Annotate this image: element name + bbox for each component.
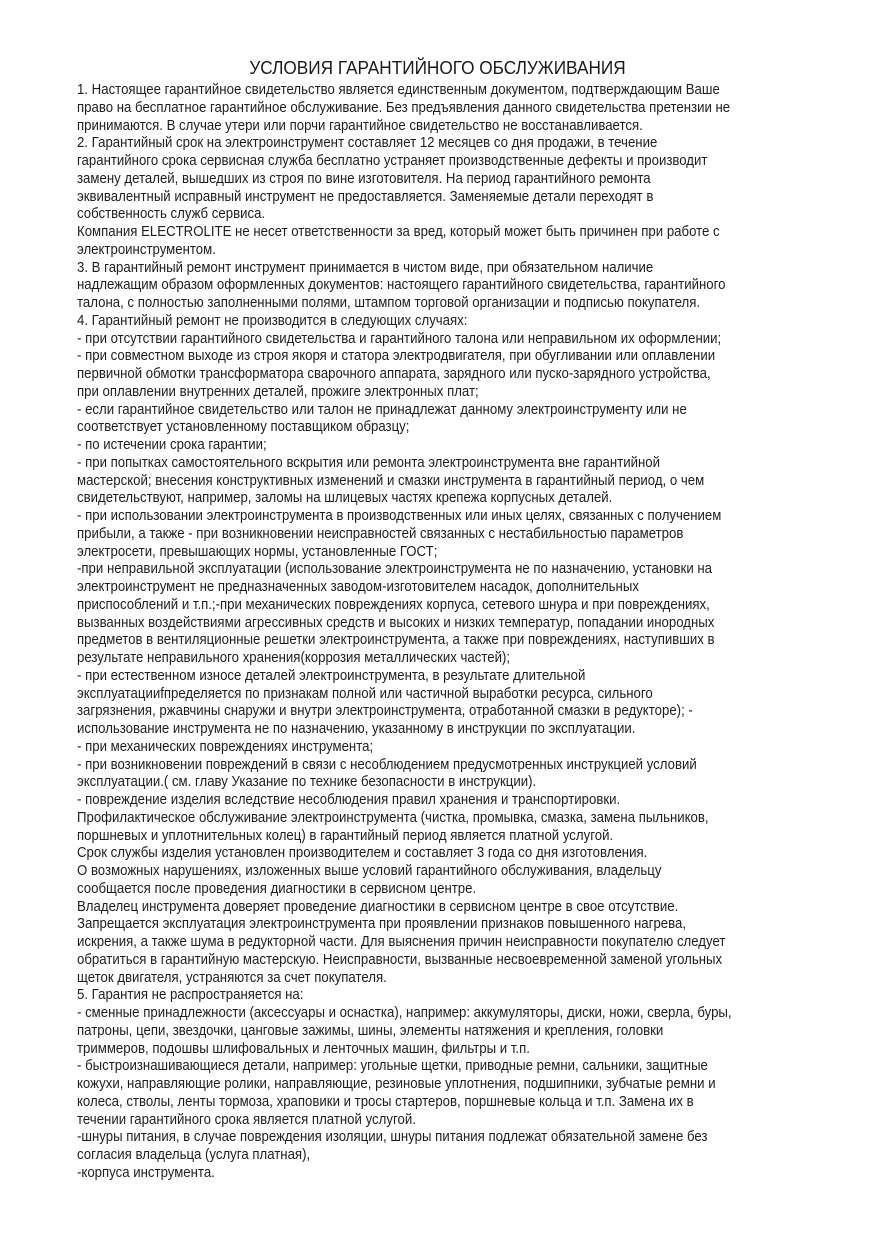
text-line: мастерской; внесения конструктивных изменений и смазки инструмента в гарантийный период, о чем bbox=[77, 472, 705, 489]
text-line: патроны, цепи, звездочки, цанговые зажимы, шины, элементы натяжения и крепления, головки bbox=[77, 1022, 664, 1039]
text-line: эквивалентный исправный инструмент не предоставляется. Заменяемые детали переходят в bbox=[77, 188, 654, 205]
text-line: - быстроизнашивающиеся детали, например: угольные щетки, приводные ремни, сальники, защитные bbox=[77, 1058, 708, 1075]
text-line: гарантийного срока сервисная служба бесплатно устраняет производственные дефекты и производит bbox=[77, 153, 708, 169]
text-line: право на бесплатное гарантийное обслуживание. Без предъявления данного свидетельства претензии не bbox=[77, 99, 731, 116]
text-line: Срок службы изделия установлен производителем и составляет 3 года со дня изготовления. bbox=[77, 845, 648, 862]
text-line: согласия владельца (услуга платная), bbox=[77, 1147, 311, 1163]
text-line: сообщается после проведения диагностики в сервисном центре. bbox=[77, 880, 477, 897]
text-line: принимаются. В случае утери или порчи гарантийное свидетельство не восстанавливается. bbox=[77, 117, 643, 134]
text-line: первичной обмотки трансформатора сварочного аппарата, зарядного или пуско-зарядного устройства, bbox=[77, 366, 711, 382]
text-line: - повреждение изделия вследствие несоблюдения правил хранения и транспортировки. bbox=[77, 792, 621, 808]
text-line: Запрещается эксплуатация электроинструмента при проявлении признаков повышенного нагрева, bbox=[77, 916, 687, 933]
text-line: 2. Гарантийный срок на электроинструмент составляет 12 месяцев со дня продажи, в течение bbox=[77, 135, 658, 152]
document-body bbox=[77, 82, 837, 1183]
text-line: триммеров, подошвы шлифовальных и ленточных машин, фильтры и т.п. bbox=[77, 1040, 530, 1057]
text-line: талона, с полностью заполненными полями, штампом торговой организации и подписью покупателя. bbox=[77, 295, 701, 311]
text-line: кожухи, направляющие ролики, направляющие, резиновые уплотнения, подшипники, зубчатые ремни и bbox=[77, 1076, 716, 1092]
text-line: свидетельствуют, например, заломы на шлицевых частях крепежа корпусных деталей. bbox=[77, 490, 613, 507]
text-line: О возможных нарушениях, изложенных выше условий гарантийного обслуживания, владельцу bbox=[77, 863, 662, 879]
text-line: соответствует установленному поставщиком образцу; bbox=[77, 419, 410, 436]
text-line: обратиться в гарантийную мастерскую. Неисправности, вызванные несвоевременной заменой угольных bbox=[77, 951, 723, 968]
text-line: Владелец инструмента доверяет проведение диагностики в сервисном центре в свое отсутствие. bbox=[77, 898, 679, 915]
text-line: эксплуатацииfпределяется по признакам полной или частичной выработки ресурса, сильного bbox=[77, 685, 653, 702]
text-line: -корпуса инструмента. bbox=[77, 1164, 215, 1181]
text-line: - при механических повреждениях инструмента; bbox=[77, 738, 374, 755]
text-line: прибыли, а также - при возникновении неисправностей связанных с нестабильностью параметров bbox=[77, 525, 684, 542]
text-line: 5. Гарантия не распространяется на: bbox=[77, 987, 304, 1004]
text-line: загрязнения, ржавчины снаружи и внутри электроинструмента, отработанной смазки в редукторе); - bbox=[77, 703, 693, 720]
text-line: 1. Настоящее гарантийное свидетельство является единственным документом, подтверждающим Ваше bbox=[77, 82, 720, 98]
text-line: искрения, а также шума в редукторной части. Для выяснения причин неисправности покупателю следует bbox=[77, 934, 726, 950]
text-line: предметов в вентиляционные решетки электроинструмента, а также при повреждениях, наступивших в bbox=[77, 632, 715, 649]
text-line: - при возникновении повреждений в связи с несоблюдением предусмотренных инструкцией условий bbox=[77, 756, 697, 773]
text-line: вызванных воздействиями агрессивных средств и высоких и низких температур, попадании инородных bbox=[77, 614, 715, 631]
text-line: - при попытках самостоятельного вскрытия или ремонта электроинструмента вне гарантийной bbox=[77, 454, 661, 471]
text-line: эксплуатации.( см. главу Указание по технике безопасности в инструкции). bbox=[77, 774, 537, 791]
text-line: -шнуры питания, в случае повреждения изоляции, шнуры питания подлежат обязательной замене без bbox=[77, 1129, 708, 1146]
text-line: колеса, стволы, ленты тормоза, храповики и тросы стартеров, поршневые кольца и т.п. Замена их в bbox=[77, 1093, 694, 1110]
text-line: собственность служб сервиса. bbox=[77, 206, 266, 223]
text-line: поршневых и уплотнительных колец) в гарантийный период является платной услугой. bbox=[77, 827, 614, 844]
text-line: 4. Гарантийный ремонт не производится в следующих случаях: bbox=[77, 312, 468, 329]
text-line: при оплавлении внутренних деталей, прожиге электронных плат; bbox=[77, 383, 479, 400]
text-line: электросети, превышающих нормы, установленные ГОСТ; bbox=[77, 543, 438, 560]
text-line: 3. В гарантийный ремонт инструмент принимается в чистом виде, при обязательном наличие bbox=[77, 259, 654, 276]
text-line: результате неправильного хранения(коррозия металлических частей); bbox=[77, 650, 511, 666]
document-title: УСЛОВИЯ ГАРАНТИЙНОГО ОБСЛУЖИВАНИЯ bbox=[249, 57, 626, 78]
text-line: электроинструментом. bbox=[77, 241, 216, 258]
text-line: использование инструмента не по назначению, указанному в инструкции по эксплуатации. bbox=[77, 721, 636, 737]
text-line: - сменные принадлежности (аксессуары и оснастка), например: аккумуляторы, диски, ножи, сверла, буры, bbox=[77, 1005, 732, 1021]
text-line: Профилактическое обслуживание электроинструмента (чистка, промывка, смазка, замена пыльников, bbox=[77, 809, 709, 826]
text-line: - при использовании электроинструмента в производственных или иных целях, связанных с получением bbox=[77, 508, 722, 524]
text-line: -при неправильной эксплуатации (использование электроинструмента не по назначению, установки на bbox=[77, 561, 713, 578]
text-line: - по истечении срока гарантии; bbox=[77, 437, 267, 453]
text-line: - если гарантийное свидетельство или талон не принадлежат данному электроинструменту или не bbox=[77, 401, 687, 418]
text-line: Компания ELECTROLITE не несет ответственности за вред, который может быть причинен при работе с bbox=[77, 224, 720, 240]
text-line: замену деталей, вышедших из строя по вине изготовителя. На период гарантийного ремонта bbox=[77, 170, 651, 187]
text-line: - при совместном выходе из строя якоря и статора электродвигателя, при обугливании или оплавлении bbox=[77, 348, 716, 365]
text-line: приспособлений и т.п.;-при механических повреждениях корпуса, сетевого шнура и при повреждениях, bbox=[77, 596, 710, 613]
text-line: - при естественном износе деталей электроинструмента, в результате длительной bbox=[77, 667, 586, 684]
text-line: электроинструмент не предназначенных заводом-изготовителем насадок, дополнительных bbox=[77, 579, 639, 595]
text-line: щеток двигателя, устраняются за счет покупателя. bbox=[77, 969, 387, 986]
text-line: надлежащим образом оформленных документов: настоящего гарантийного свидетельства, гарантийного bbox=[77, 277, 726, 294]
text-line: - при отсутствии гарантийного свидетельства и гарантийного талона или неправильном их оформлении; bbox=[77, 330, 722, 347]
text-line: течении гарантийного срока является платной услугой. bbox=[77, 1111, 416, 1128]
